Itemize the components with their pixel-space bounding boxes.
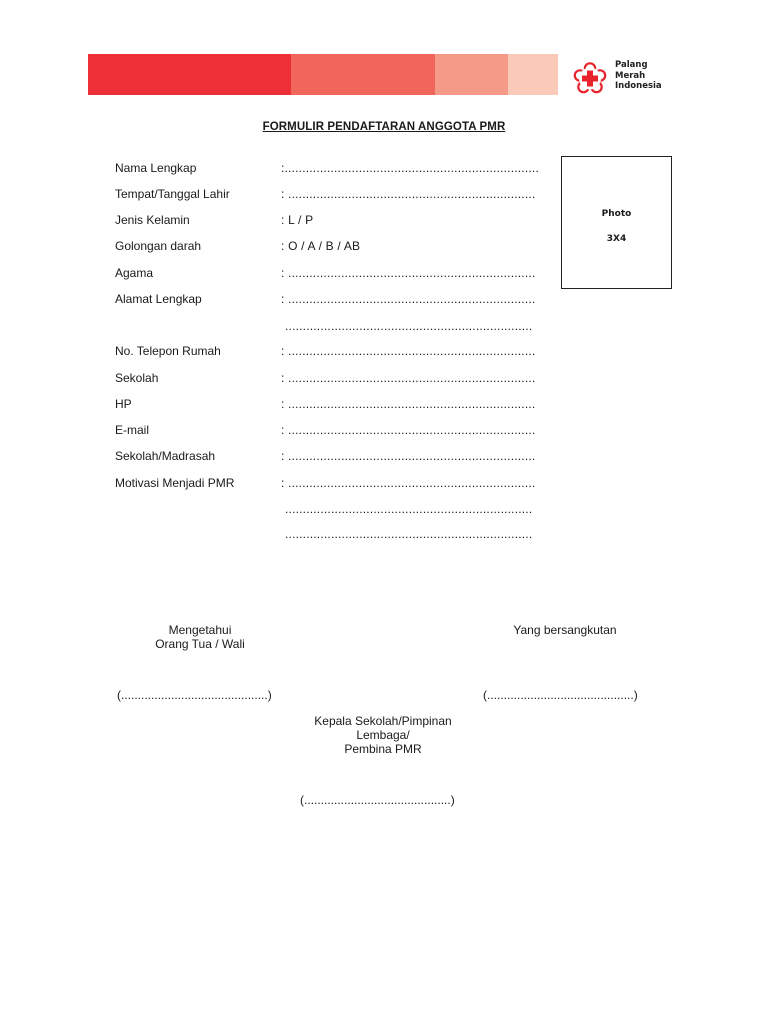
field-label: Sekolah bbox=[115, 371, 159, 385]
field-value[interactable]: : ...................................................................... bbox=[281, 423, 536, 437]
field-label: Sekolah/Madrasah bbox=[115, 449, 216, 463]
motivasi-continuation-line[interactable]: ...................................................................... bbox=[285, 502, 533, 516]
alamat-continuation-line[interactable]: ...................................................................... bbox=[285, 319, 533, 333]
form-title: FORMULIR PENDAFTARAN ANGGOTA PMR bbox=[262, 121, 506, 133]
header-band-4 bbox=[508, 54, 558, 95]
field-value[interactable]: :........................................................................ bbox=[281, 161, 539, 175]
photo-box bbox=[561, 156, 672, 289]
logo-line-1: Palang bbox=[615, 60, 648, 70]
field-value[interactable]: : ...................................................................... bbox=[281, 371, 536, 385]
parent-caption-line-2: Orang Tua / Wali bbox=[155, 637, 245, 651]
applicant-signature-caption bbox=[490, 623, 640, 637]
principal-signature-blank[interactable]: (............................................) bbox=[300, 793, 455, 807]
field-value[interactable]: : ...................................................................... bbox=[281, 449, 536, 463]
field-label: Agama bbox=[115, 266, 154, 280]
parent-caption-line-1: Mengetahui bbox=[168, 623, 232, 637]
field-label: Motivasi Menjadi PMR bbox=[115, 476, 235, 490]
field-label: Alamat Lengkap bbox=[115, 292, 202, 306]
field-value[interactable]: : ...................................................................... bbox=[281, 292, 536, 306]
field-label: Nama Lengkap bbox=[115, 161, 197, 175]
principal-signature-caption bbox=[290, 714, 476, 756]
principal-caption-line-3: Pembina PMR bbox=[344, 742, 422, 756]
applicant-caption-line-1: Yang bersangkutan bbox=[513, 623, 617, 637]
parent-signature-caption bbox=[130, 623, 270, 651]
field-label: No. Telepon Rumah bbox=[115, 344, 221, 358]
logo-text bbox=[615, 60, 662, 92]
principal-caption-line-2: Lembaga/ bbox=[356, 728, 410, 742]
field-value[interactable]: : ...................................................................... bbox=[281, 397, 536, 411]
field-value[interactable]: : ...................................................................... bbox=[281, 187, 536, 201]
header-band-2 bbox=[291, 54, 435, 95]
field-label: Tempat/Tanggal Lahir bbox=[115, 187, 230, 201]
applicant-signature-blank[interactable]: (............................................) bbox=[483, 688, 638, 702]
field-label: Jenis Kelamin bbox=[115, 213, 190, 227]
logo-line-2: Merah bbox=[615, 70, 646, 81]
red-cross-flower-icon bbox=[573, 62, 607, 94]
field-value[interactable]: : L / P bbox=[281, 213, 314, 227]
field-label: Golongan darah bbox=[115, 239, 202, 253]
motivasi-continuation-line[interactable]: ...................................................................... bbox=[285, 527, 533, 541]
principal-caption-line-1: Kepala Sekolah/Pimpinan bbox=[314, 714, 452, 728]
field-value[interactable]: : ...................................................................... bbox=[281, 344, 536, 358]
field-label: E-mail bbox=[115, 423, 150, 437]
field-value[interactable]: : ...................................................................... bbox=[281, 266, 536, 280]
field-value[interactable]: : ...................................................................... bbox=[281, 476, 536, 490]
parent-signature-blank[interactable]: (............................................) bbox=[117, 688, 272, 702]
logo-line-3: Indonesia bbox=[615, 81, 662, 91]
header-band-3 bbox=[435, 54, 508, 95]
header-band-1 bbox=[88, 54, 291, 95]
pmi-logo bbox=[573, 60, 673, 96]
field-value[interactable]: : O / A / B / AB bbox=[281, 239, 361, 253]
photo-label: Photo bbox=[601, 209, 632, 219]
photo-size-label: 3X4 bbox=[606, 234, 627, 244]
field-label: HP bbox=[115, 397, 132, 411]
